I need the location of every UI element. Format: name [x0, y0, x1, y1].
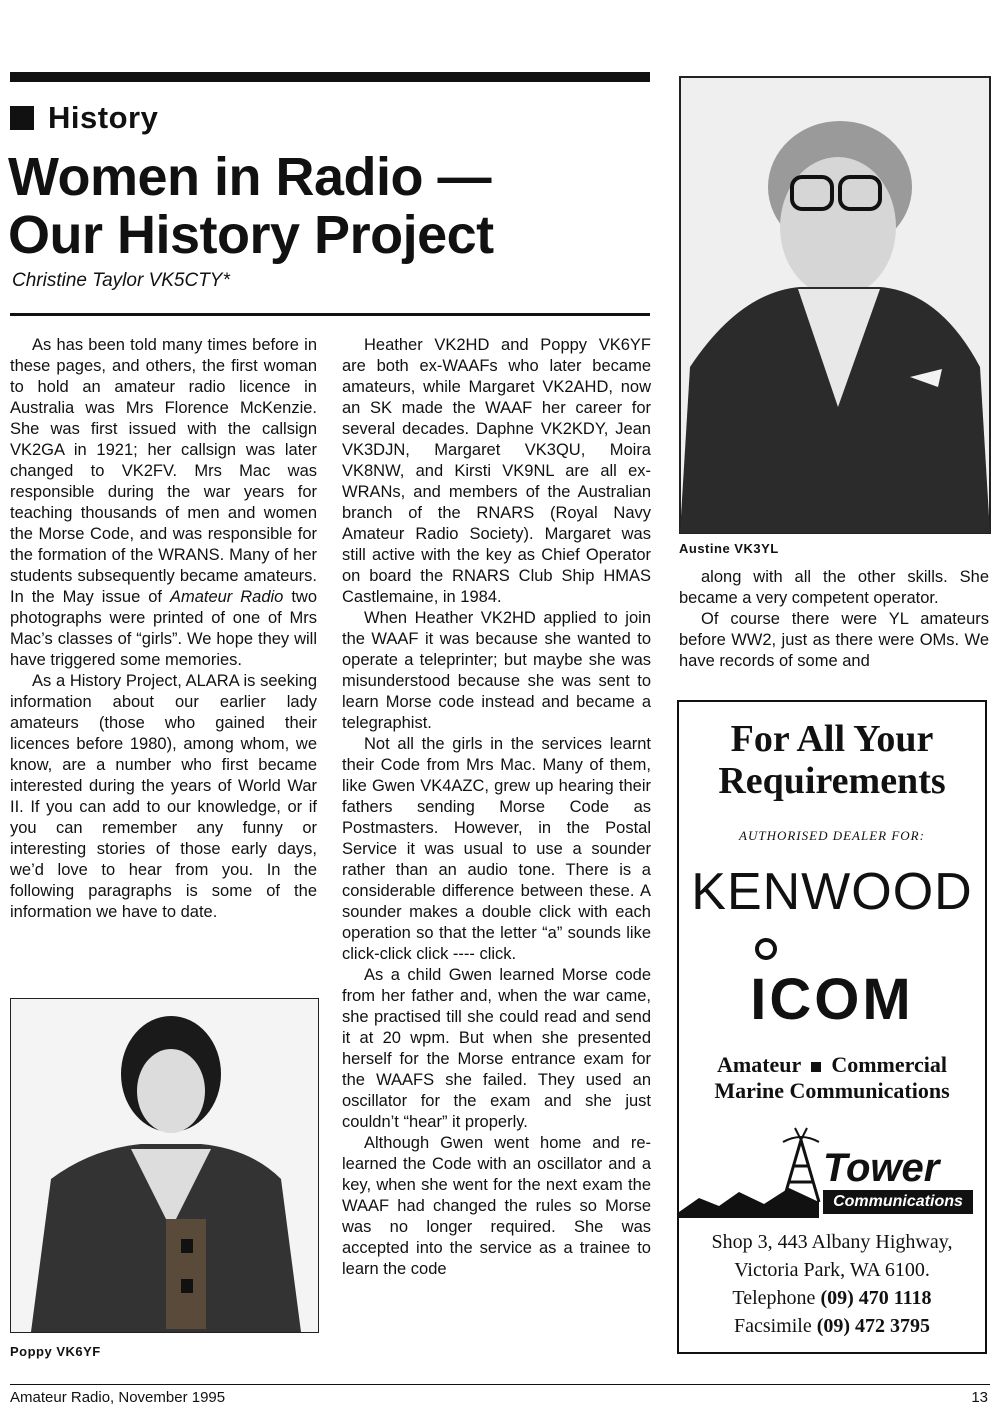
ad-address-line-1: Shop 3, 443 Albany Highway, [711, 1231, 953, 1253]
ad-services-line-1 [679, 1052, 985, 1078]
ad-dealer-label: AUTHORISED DEALER FOR: [739, 828, 925, 843]
paragraph: As a child Gwen learned Morse code from her father and, when the war came, she practised till she could read and send it at 20 wpm. But when she presented herself for the Morse entrance exam for the WAAFS she failed. They used an oscillator for the exam and she just couldn’t “hear” it properly. [342, 966, 651, 1131]
icom-logo: ICOM [750, 967, 914, 1032]
paragraph: When Heather VK2HD applied to join the WAAF it was because she wanted to operate a teleprinter; but maybe she was misunderstood because she was sent to learn Morse code instead and became a telegraphist. [342, 609, 651, 732]
tower-logo-subtext: Communications [823, 1190, 973, 1214]
ad-address-line-2: Victoria Park, WA 6100. [734, 1259, 930, 1281]
tower-logo-text: Tower [823, 1146, 940, 1190]
ad-title-line-2: Requirements [718, 760, 946, 802]
square-bullet-icon [10, 106, 34, 130]
fax-label: Facsimile [733, 1315, 812, 1337]
ad-phone [679, 1284, 985, 1312]
text-run: As has been told many times before in these pages, and others, the first woman to hold an amateur radio licence in Australia was Mrs Florence McKenzie. She was first issued with the callsign VK2GA in 1921; her callsign was later changed to VK2FV. Mrs Mac was responsible during the war years for teaching thousands of men and women the Morse Code, and was responsible for the formation of the WRANS. Many of her students subsequently became amateurs. In the May issue of [10, 336, 317, 606]
article-column-3 [679, 567, 989, 672]
page-number: 13 [971, 1389, 988, 1406]
kenwood-logo: KENWOOD [691, 863, 973, 921]
icom-logo-ring-icon [755, 938, 777, 960]
fax-number: (09) 472 3795 [816, 1315, 931, 1337]
article-column-2 [342, 335, 651, 1280]
paragraph: As a History Project, ALARA is seeking information about our earlier lady amateurs (those who gained their licences before 1980), among whom, we know, are a number who first became interested during the years of World War II. If you can add to our knowledge, or if you can remember any funny or interesting stories of those early days, we’d love to hear from you. In the following paragraphs is some of the information we have to date. [10, 672, 317, 921]
byline: Christine Taylor VK5CTY* [12, 270, 230, 291]
text-run: two photographs were printed of one of Mrs Mac’s classes of “girls”. We hope they will have triggered some memories. [10, 588, 318, 669]
paragraph: Not all the girls in the services learnt their Code from Mrs Mac. Many of them, like Gwen VK4AZC, grew up hearing their fathers sending Morse Code as Postmasters. However, in the Postal Service it was usual to use a sounder rather than an audio tone. There is a considerable difference between these. A sounder makes a double click with each operation so that the letter “a” sounds like click-click click ---- click. [342, 735, 651, 963]
section-label: History [48, 100, 159, 135]
paragraph [10, 335, 317, 671]
photo-poppy [10, 998, 319, 1333]
top-rule [10, 72, 650, 82]
advertisement [677, 700, 987, 1354]
paragraph: Heather VK2HD and Poppy VK6YF are both ex-WAAFs who later became amateurs, while Margaret VK2AHD, now an SK made the WAAF her career for several decades. Daphne VK2KDY, Jean VK3DJN, Margaret VK3QU, Moira VK8NW, and Kirsti VK9NL are all ex-WRANs, and members of the Australian branch of the RNARS (Royal Navy Amateur Radio Society). Margaret was still active with the key as Chief Operator on board the RNARS Club Ship HMAS Castlemaine, in 1984. [342, 336, 651, 606]
square-bullet-icon [811, 1062, 821, 1072]
section-heading [10, 100, 158, 136]
caption-poppy: Poppy VK6YF [10, 1344, 101, 1359]
ad-service: Amateur [717, 1052, 802, 1077]
headline-line-1: Women in Radio — [8, 147, 492, 207]
ad-title [679, 718, 985, 802]
headline-line-2: Our History Project [8, 205, 494, 265]
caption-austine: Austine VK3YL [679, 541, 779, 556]
ad-title-line-1: For All Your [730, 718, 934, 760]
paragraph: Although Gwen went home and re-learned the Code with an oscillator and a key, when she went for the next exam the WAAF had changed the rules so Morse was no longer required. She was accepted into the service as a trainee to learn the code [342, 1134, 651, 1278]
footer-publication: Amateur Radio, November 1995 [10, 1389, 226, 1406]
headline-rule [10, 313, 650, 316]
ad-service: Commercial [831, 1052, 947, 1077]
phone-label: Telephone [732, 1287, 816, 1309]
ad-fax [679, 1312, 985, 1340]
photo-austine [679, 76, 991, 534]
publication-title: Amateur Radio [169, 588, 284, 606]
article-column-1 [10, 335, 317, 923]
portrait-image [11, 999, 318, 1332]
portrait-image [680, 77, 990, 533]
paragraph: along with all the other skills. She became a very competent operator. [679, 568, 989, 607]
paragraph: Of course there were YL amateurs before WW2, just as there were OMs. We have records of some and [679, 610, 989, 670]
headline [8, 148, 648, 264]
ad-services-line-2: Marine Communications [714, 1078, 950, 1103]
phone-number: (09) 470 1118 [820, 1287, 932, 1309]
footer-rule [10, 1384, 990, 1385]
